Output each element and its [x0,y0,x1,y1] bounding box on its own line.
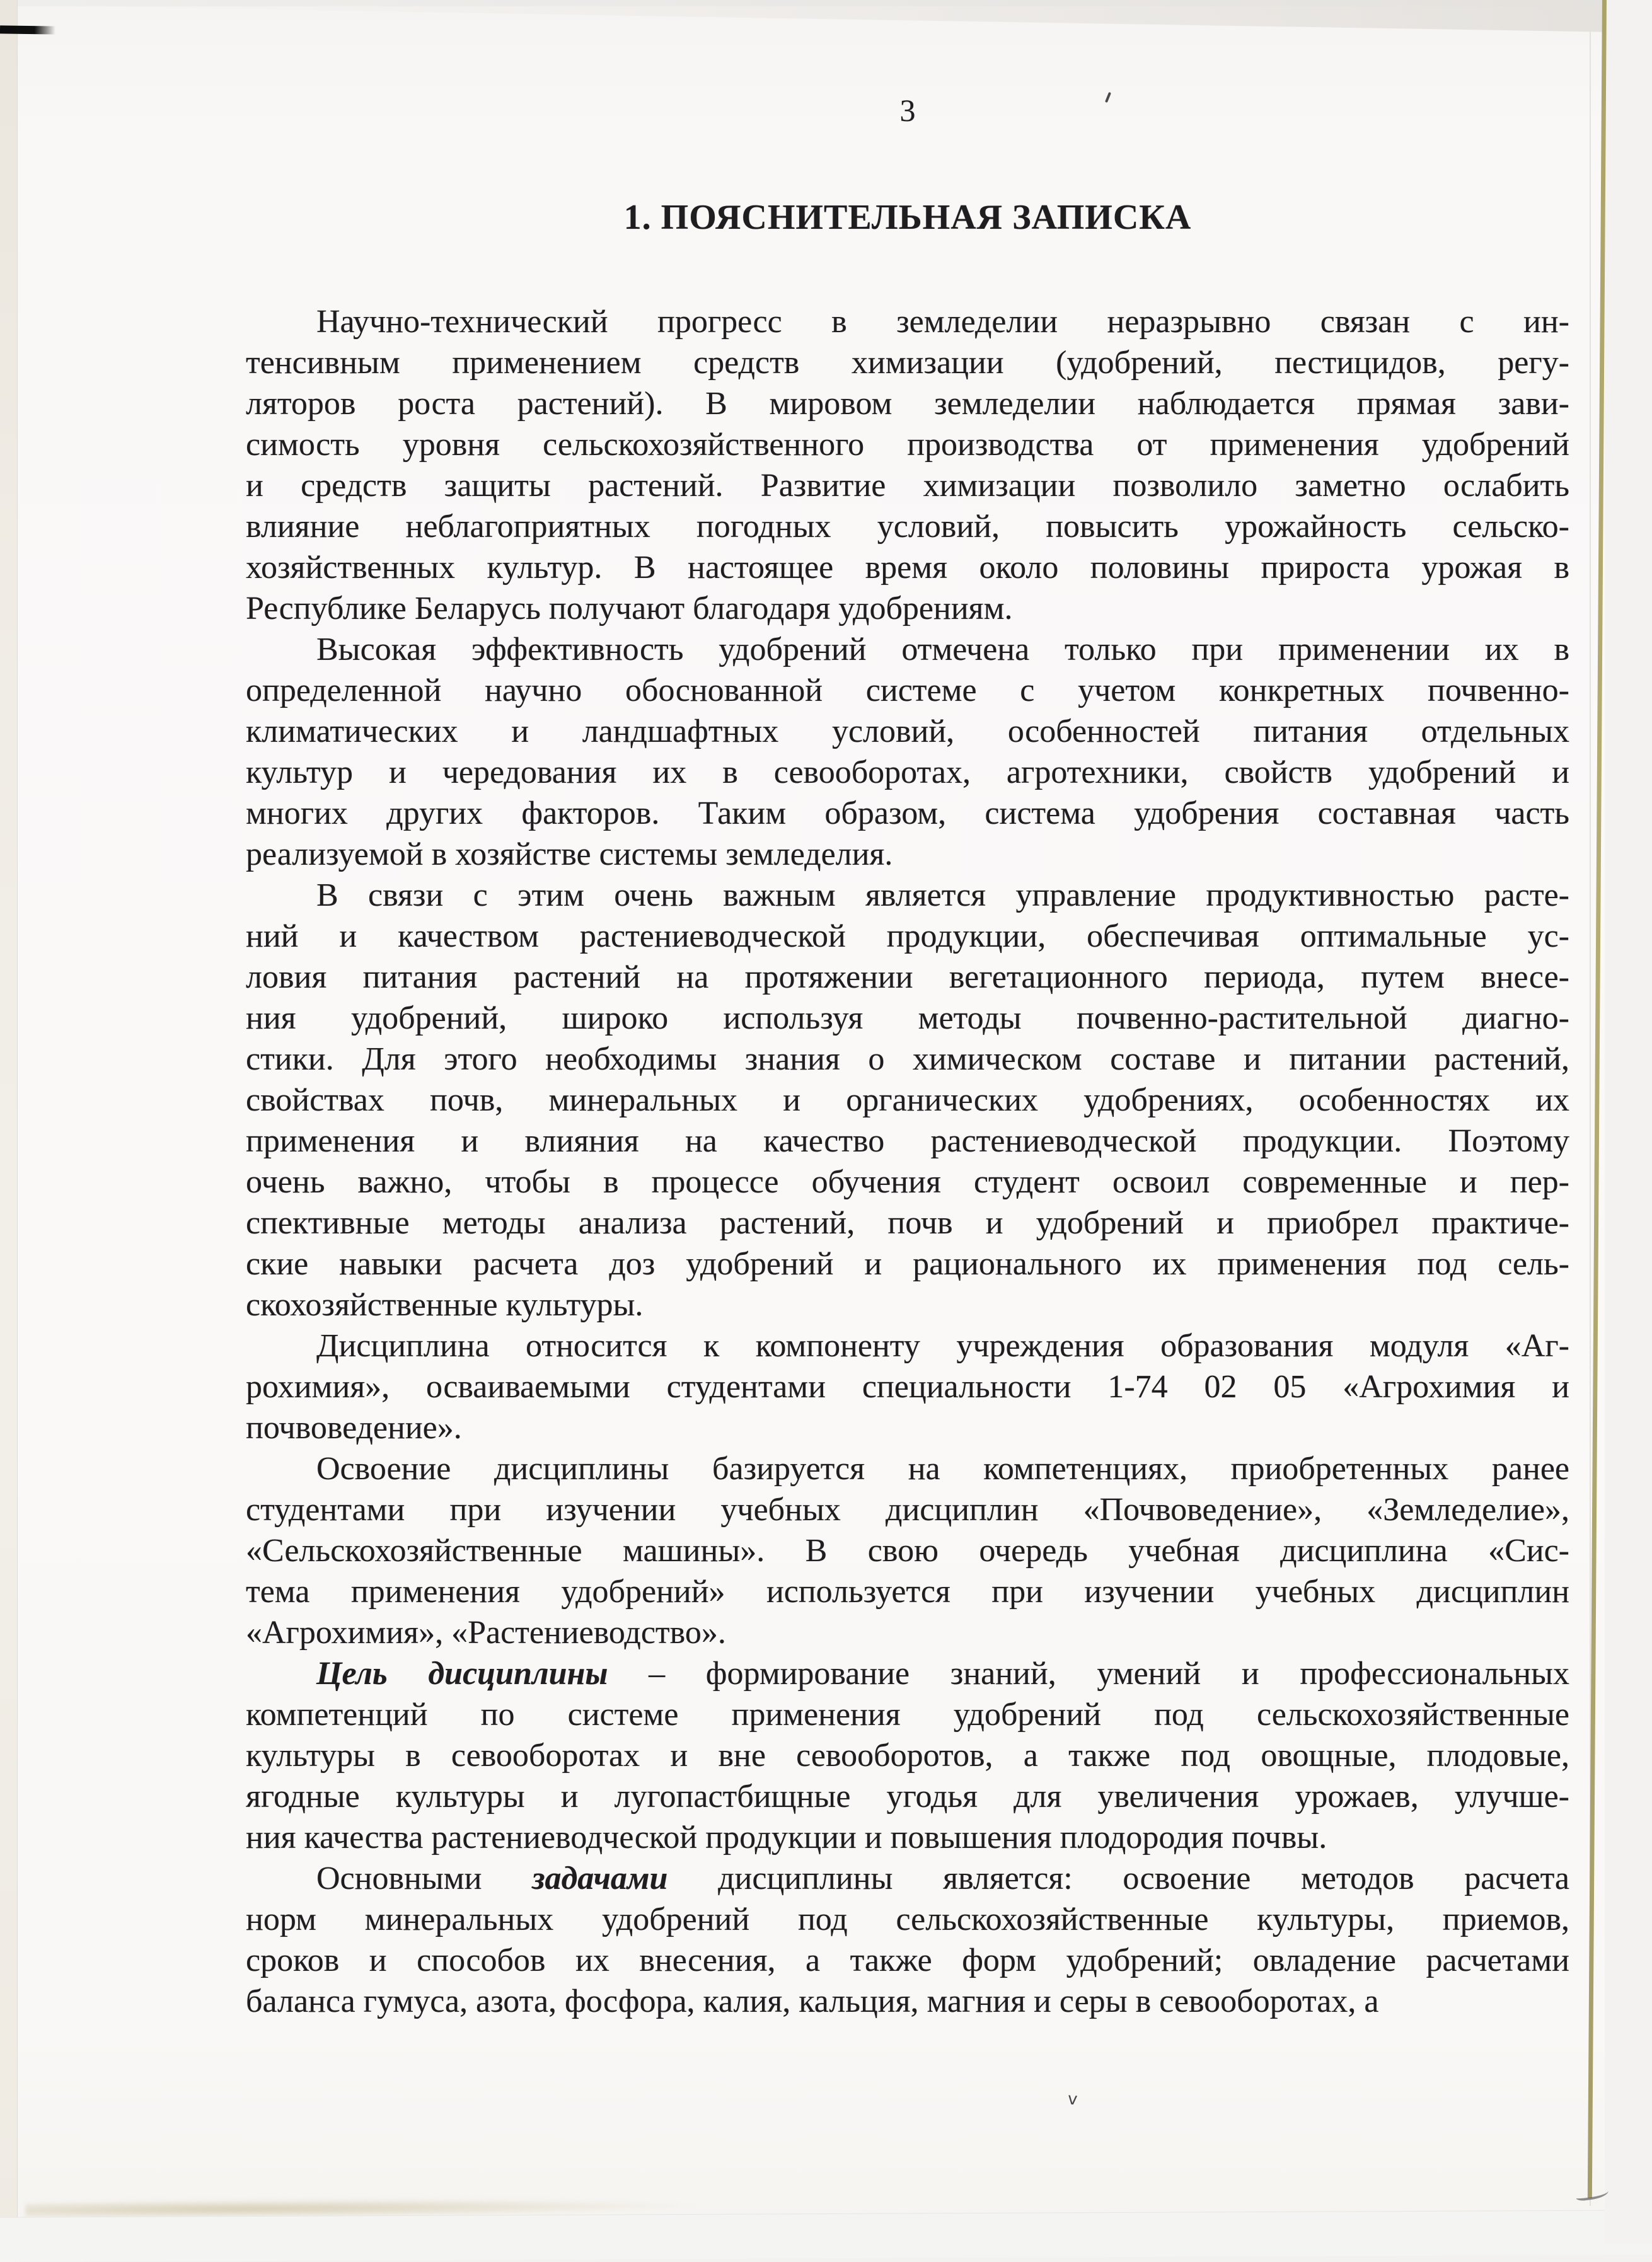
text-line: влияние неблагоприятных погодных условий, повысить урожайность сельско- [246,509,1569,545]
text-line: Республике Беларусь получают благодаря удобрениям. [246,591,1013,626]
text-line: баланса гумуса, азота, фосфора, калия, кальция, магния и серы в севооборотах, а [246,1983,1379,2019]
text-line: Высокая эффективность удобрений отмечена только при применении их в [316,632,1569,667]
page-number: 3 [899,93,916,128]
text-line: Освоение дисциплины базируется на компетенциях, приобретенных ранее [316,1451,1569,1487]
text-line: «Агрохимия», «Растениеводство». [246,1615,726,1651]
text-line: В связи с этим очень важным является управление продуктивностью расте- [316,877,1569,913]
text-line: и средств защиты растений. Развитие химизации позволило заметно ослабить [246,468,1569,504]
text-line: ния качества растениеводческой продукции и повышения плодородия почвы. [246,1820,1327,1855]
text-line: ния удобрений, широко используя методы почвенно-растительной диагно- [246,1000,1569,1036]
text-line [246,1653,1569,1694]
text-line: культур и чередования их в севооборотах, агротехники, свойств удобрений и [246,754,1569,790]
text-line: свойствах почв, минеральных и органических удобрениях, особенностях их [246,1082,1569,1118]
text-line: сроков и способов их внесения, а также форм удобрений; овладение расчетами [246,1942,1569,1978]
section-title: 1. ПОЯСНИТЕЛЬНАЯ ЗАПИСКА [623,198,1192,237]
text-line: применения и влияния на качество растениеводческой продукции. Поэтому [246,1123,1569,1159]
text-run: дисциплины является: освоение методов расчета [667,1861,1570,1896]
text-line: Научно-технический прогресс в земледелии неразрывно связан с ин- [316,304,1569,340]
text-line: тема применения удобрений» используется при изучении учебных дисциплин [246,1574,1569,1610]
text-line: студентами при изучении учебных дисциплин «Почвоведение», «Земледелие», [246,1492,1569,1528]
text-line: ний и качеством растениеводческой продукции, обеспечивая оптимальные ус- [246,918,1569,954]
text-line: многих других факторов. Таким образом, система удобрения составная часть [246,795,1569,831]
text-line: климатических и ландшафтных условий, особенностей питания отдельных [246,713,1569,749]
text-line: очень важно, чтобы в процессе обучения студент освоил современные и пер- [246,1164,1569,1200]
text-line: норм минеральных удобрений под сельскохозяйственные культуры, приемов, [246,1901,1569,1937]
emphasis: Цель дисциплины [316,1656,608,1692]
text-line: ягодные культуры и лугопастбищные угодья для увеличения урожаев, улучше- [246,1779,1569,1815]
text-run: Основными [316,1861,533,1896]
text-line: реализуемой в хозяйстве системы земледелия. [246,836,893,872]
text-line: ловия питания растений на протяжении вегетационного периода, путем внесе- [246,959,1569,995]
text-line: хозяйственных культур. В настоящее время около половины прироста урожая в [246,550,1569,586]
text-line: определенной научно обоснованной системе с учетом конкретных почвенно- [246,672,1569,708]
text-line: спективные методы анализа растений, почв и удобрений и приобрел практиче- [246,1205,1569,1241]
text-line: ляторов роста растений). В мировом земледелии наблюдается прямая зави- [246,386,1569,422]
text-line: «Сельскохозяйственные машины». В свою очередь учебная дисциплина «Сис- [246,1533,1569,1569]
document-body [246,301,1569,2022]
text-line: скохозяйственные культуры. [246,1287,644,1323]
text-line: культуры в севооборотах и вне севооборотов, а также под овощные, плодовые, [246,1738,1569,1774]
text-line: стики. Для этого необходимы знания о химическом составе и питании растений, [246,1041,1569,1077]
text-line: компетенций по системе применения удобрений под сельскохозяйственные [246,1697,1569,1733]
text-line: ские навыки расчета доз удобрений и рационального их применения под сель- [246,1246,1569,1282]
emphasis: задачами [532,1861,668,1896]
text-line: почвоведение». [246,1410,462,1446]
text-line: симость уровня сельскохозяйственного производства от применения удобрений [246,427,1569,463]
text-line [246,1858,1569,1899]
text-line: тенсивным применением средств химизации (удобрений, пестицидов, регу- [246,345,1569,381]
text-line: рохимия», осваиваемыми студентами специальности 1-74 02 05 «Агрохимия и [246,1369,1569,1405]
text-run: – формирование знаний, умений и профессиональных [608,1656,1569,1692]
text-line: Дисциплина относится к компоненту учреждения образования модуля «Аг- [316,1328,1569,1364]
scan-artifact-stray-mark: v [1066,2089,1078,2109]
